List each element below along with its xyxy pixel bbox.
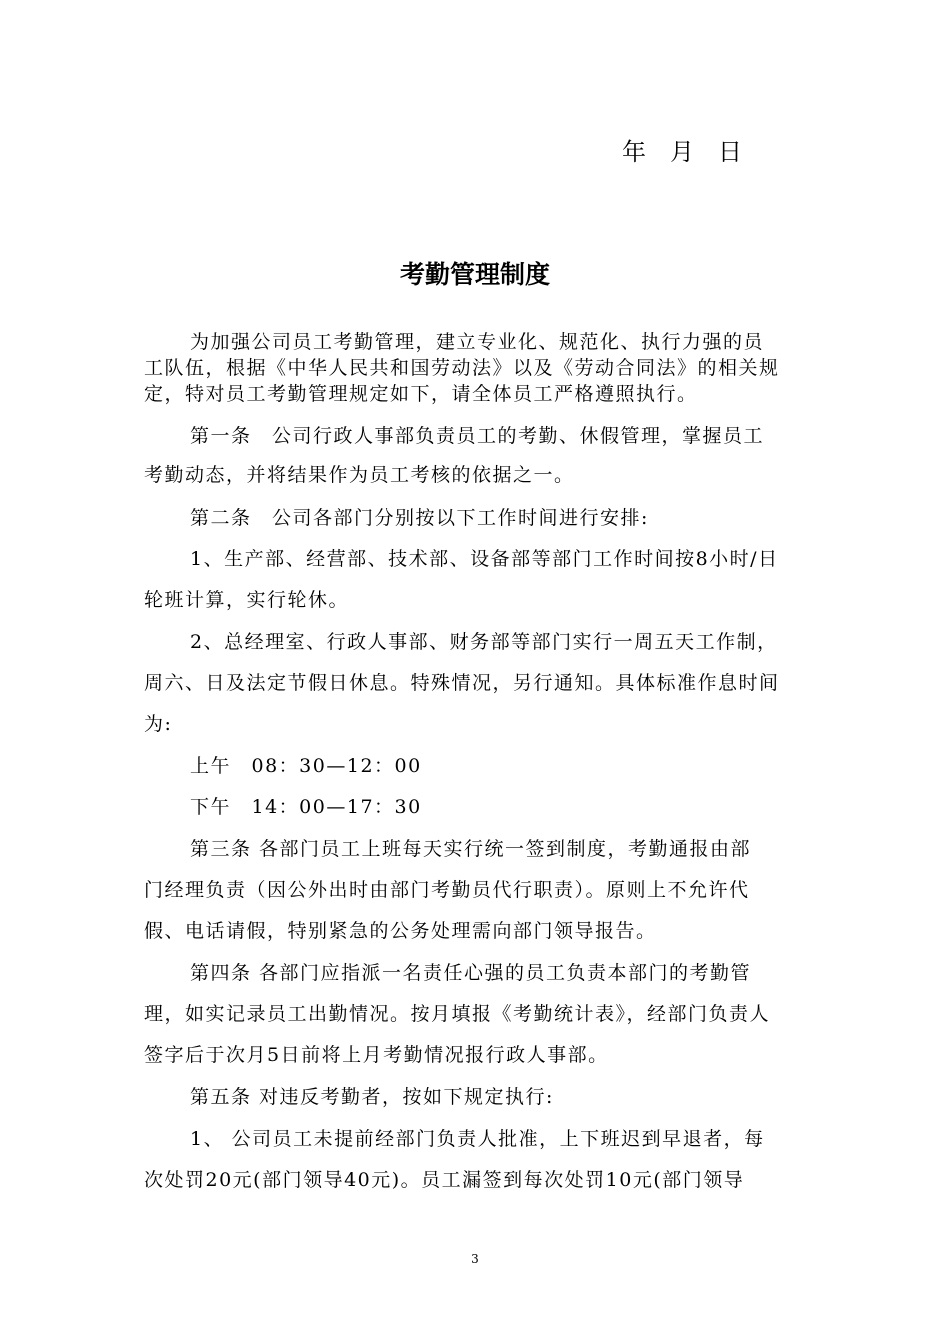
- text-line: 签字后于次月5日前将上月考勤情况报行政人事部。: [144, 1044, 609, 1066]
- schedule-afternoon: 下午 14：00—17：30: [190, 796, 422, 818]
- text-line: 为:: [144, 713, 173, 735]
- text-line: 假、电话请假，特别紧急的公务处理需向部门领导报告。: [144, 920, 657, 942]
- text-line: 第二条 公司各部门分别按以下工作时间进行安排:: [190, 507, 649, 529]
- date-day: 日: [718, 138, 742, 166]
- text-line: 第四条 各部门应指派一名责任心强的员工负责本部门的考勤管: [190, 962, 752, 984]
- text-line: 轮班计算，实行轮休。: [144, 589, 350, 611]
- text-line: 工队伍，根据《中华人民共和国劳动法》以及《劳动合同法》的相关规: [144, 357, 780, 379]
- text-line: 次处罚20元(部门领导40元)。员工漏签到每次处罚10元(部门领导: [144, 1169, 745, 1191]
- text-line: 1、 公司员工未提前经部门负责人批准，上下班迟到早退者，每: [190, 1128, 765, 1150]
- text-line: 2、总经理室、行政人事部、财务部等部门实行一周五天工作制，: [190, 631, 778, 653]
- text-line: 定，特对员工考勤管理规定如下，请全体员工严格遵照执行。: [144, 383, 698, 405]
- date-year: 年: [622, 138, 646, 166]
- text-line: 第五条 对违反考勤者，按如下规定执行:: [190, 1086, 554, 1108]
- text-line: 周六、日及法定节假日休息。特殊情况，另行通知。具体标准作息时间: [144, 672, 780, 694]
- date-line: [622, 132, 742, 167]
- text-line: 门经理负责（因公外出时由部门考勤员代行职责）。原则上不允许代: [144, 879, 750, 901]
- page-number: 3: [471, 1252, 479, 1266]
- text-line: 第一条 公司行政人事部负责员工的考勤、休假管理，掌握员工: [190, 425, 765, 447]
- text-line: 理，如实记录员工出勤情况。按月填报《考勤统计表》，经部门负责人: [144, 1003, 771, 1025]
- text-line: 考勤动态，并将结果作为员工考核的依据之一。: [144, 464, 575, 486]
- text-line: 1、生产部、经营部、技术部、设备部等部门工作时间按8小时/日: [190, 548, 779, 570]
- date-month: 月: [670, 138, 694, 166]
- schedule-morning: 上午 08：30—12：00: [190, 755, 422, 777]
- document-title: 考勤管理制度: [399, 260, 550, 289]
- text-line: 为加强公司员工考勤管理，建立专业化、规范化、执行力强的员: [190, 331, 765, 353]
- text-line: 第三条 各部门员工上班每天实行统一签到制度，考勤通报由部: [190, 838, 752, 860]
